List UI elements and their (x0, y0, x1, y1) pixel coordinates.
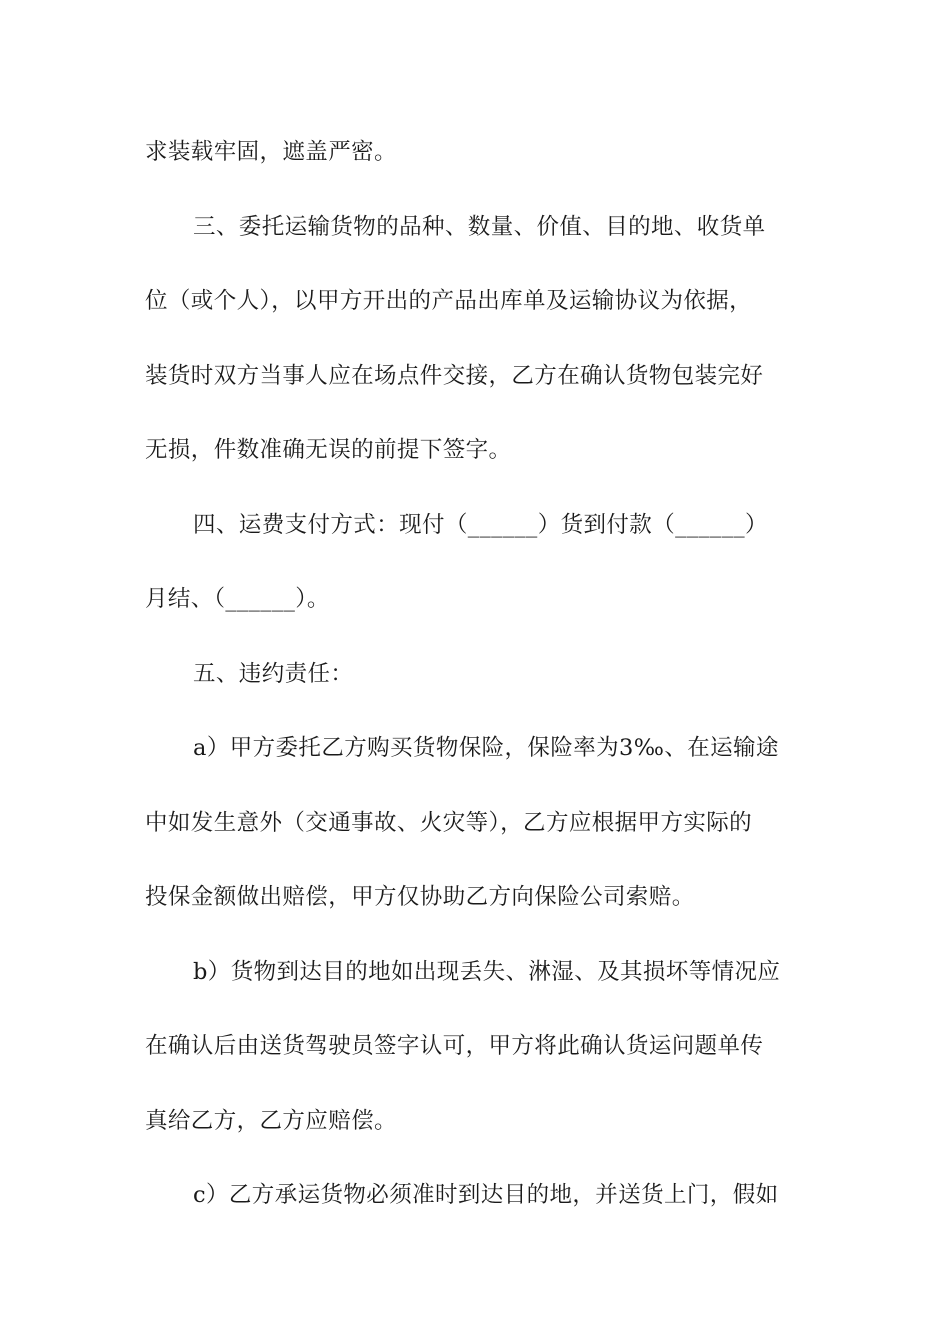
paragraph-line: 真给乙方，乙方应赔偿。 (145, 1108, 397, 1134)
paragraph-line: 中如发生意外（交通事故、火灾等），乙方应根据甲方实际的 (145, 810, 753, 836)
paragraph-line: 位（或个人），以甲方开出的产品出库单及运输协议为依据， (145, 288, 753, 314)
clause-c-line: c）乙方承运货物必须准时到达目的地，并送货上门，假如 (193, 1182, 779, 1208)
paragraph-line: 无损，件数准确无误的前提下签字。 (145, 437, 512, 463)
paragraph-line: 装货时双方当事人应在场点件交接，乙方在确认货物包装完好 (145, 363, 764, 389)
clause-b-line: b）货物到达目的地如出现丢失、淋湿、及其损坏等情况应 (193, 959, 781, 985)
section-4-heading-line: 四、运费支付方式：现付（______）货到付款（______） (193, 512, 768, 538)
section-5-heading: 五、违约责任： (193, 661, 354, 687)
clause-a-line: a）甲方委托乙方购买货物保险，保险率为3‰、在运输途 (193, 735, 779, 761)
paragraph-line: 求装载牢固，遮盖严密。 (145, 139, 397, 165)
paragraph-line: 在确认后由送货驾驶员签字认可，甲方将此确认货运问题单传 (145, 1033, 764, 1059)
paragraph-line: 月结、（______）。 (145, 586, 330, 612)
section-3-heading-line: 三、委托运输货物的品种、数量、价值、目的地、收货单 (193, 214, 766, 240)
paragraph-line: 投保金额做出赔偿，甲方仅协助乙方向保险公司索赔。 (145, 884, 695, 910)
